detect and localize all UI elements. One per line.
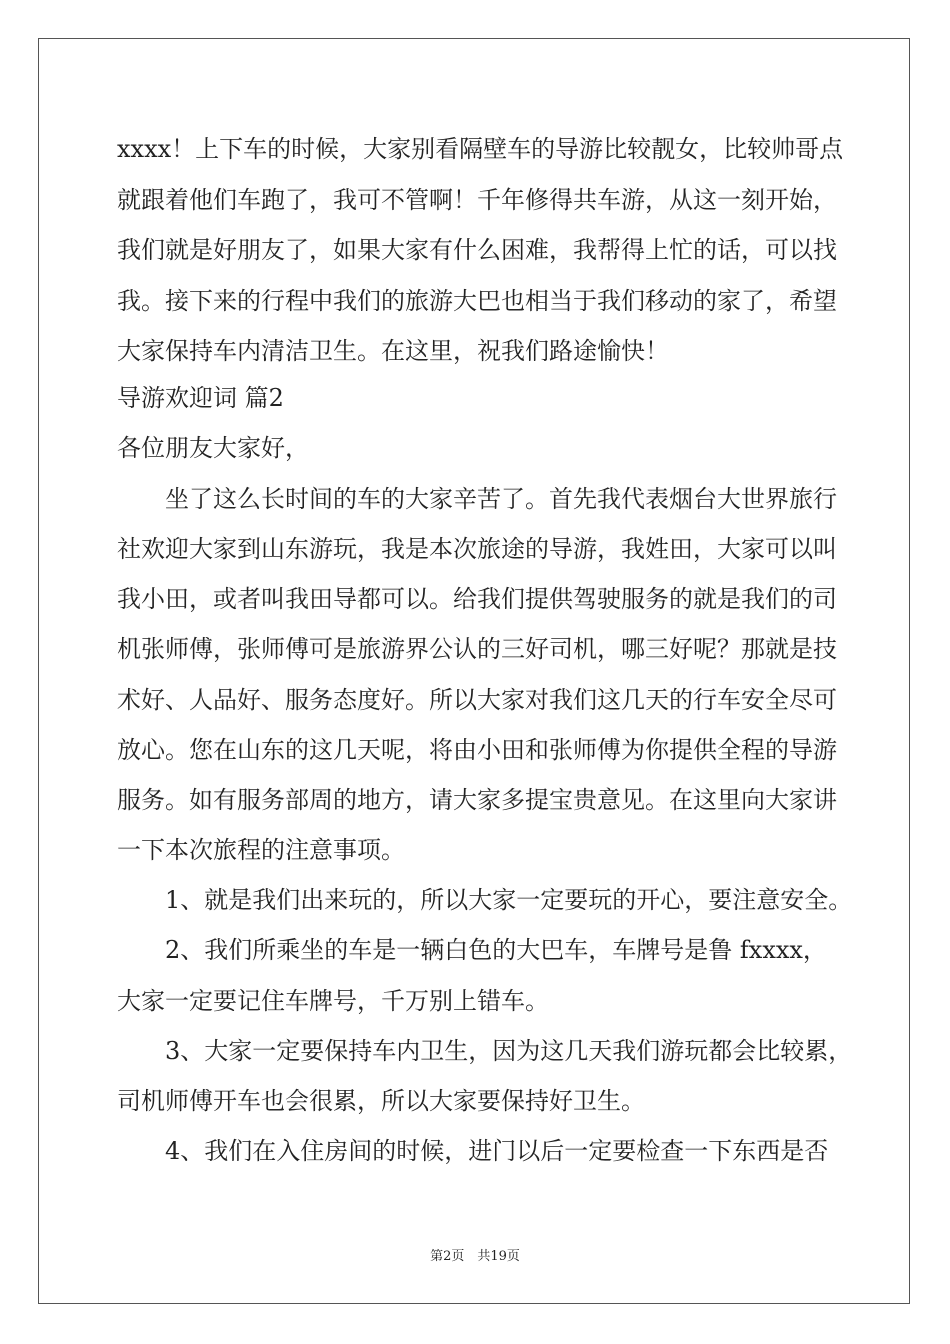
- text-line: 我们就是好朋友了，如果大家有什么困难，我帮得上忙的话，可以找: [117, 236, 837, 264]
- text-line: 服务。如有服务部周的地方，请大家多提宝贵意见。在这里向大家讲: [117, 786, 837, 814]
- text-line: 术好、人品好、服务态度好。所以大家对我们这几天的行车安全尽可: [117, 686, 837, 714]
- text-line: 一下本次旅程的注意事项。: [117, 836, 405, 864]
- greeting-line: 各位朋友大家好，: [117, 434, 309, 462]
- page-number: 第2页 共19页: [430, 1249, 520, 1264]
- text-line: 机张师傅，张师傅可是旅游界公认的三好司机，哪三好呢？那就是技: [117, 635, 837, 663]
- text-line: 大家一定要记住车牌号，千万别上错车。: [117, 987, 549, 1015]
- text-line: 社欢迎大家到山东游玩，我是本次旅途的导游，我姓田，大家可以叫: [117, 535, 837, 563]
- text-line: 司机师傅开车也会很累，所以大家要保持好卫生。: [117, 1087, 645, 1115]
- section-heading: 导游欢迎词 篇2: [117, 384, 284, 412]
- list-item-4: 4、我们在入住房间的时候，进门以后一定要检查一下东西是否: [117, 1137, 829, 1165]
- list-item-3: 3、大家一定要保持车内卫生，因为这几天我们游玩都会比较累，: [117, 1037, 853, 1065]
- list-item-2: 2、我们所乘坐的车是一辆白色的大巴车，车牌号是鲁 fxxxx，: [117, 936, 827, 964]
- text-line: xxxx！上下车的时候，大家别看隔壁车的导游比较靓女，比较帅哥点: [117, 135, 844, 163]
- text-line: 就跟着他们车跑了，我可不管啊！千年修得共车游，从这一刻开始，: [117, 186, 837, 214]
- text-line: 我小田，或者叫我田导都可以。给我们提供驾驶服务的就是我们的司: [117, 585, 837, 613]
- text-line: 坐了这么长时间的车的大家辛苦了。首先我代表烟台大世界旅行: [117, 485, 837, 513]
- list-item-1: 1、就是我们出来玩的，所以大家一定要玩的开心，要注意安全。: [117, 886, 853, 914]
- text-line: 我。接下来的行程中我们的旅游大巴也相当于我们移动的家了，希望: [117, 287, 837, 315]
- text-line: 大家保持车内清洁卫生。在这里，祝我们路途愉快！: [117, 337, 669, 365]
- text-line: 放心。您在山东的这几天呢，将由小田和张师傅为你提供全程的导游: [117, 736, 837, 764]
